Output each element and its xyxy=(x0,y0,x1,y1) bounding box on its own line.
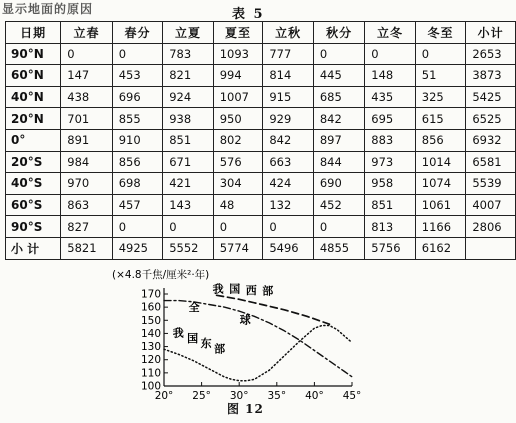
x-tick-label: 20° xyxy=(154,390,174,402)
table-cell: 576 xyxy=(213,151,263,173)
table-cell: 0 xyxy=(112,43,163,65)
table-cell: 958 xyxy=(365,173,416,195)
table-cell: 777 xyxy=(263,43,314,65)
col-header: 春分 xyxy=(112,22,163,44)
chart-axes xyxy=(141,288,361,402)
table-cell: 970 xyxy=(61,173,112,195)
table-cell: 701 xyxy=(61,108,112,130)
y-tick-label: 100 xyxy=(140,380,161,393)
table-cell: 5756 xyxy=(365,237,416,259)
table-cell: 615 xyxy=(415,108,466,130)
row-header-cell: 20°N xyxy=(6,108,61,130)
table-cell: 821 xyxy=(163,65,214,87)
table-cell: 48 xyxy=(213,194,263,216)
table-cell: 827 xyxy=(61,216,112,238)
table-cell: 1061 xyxy=(415,194,466,216)
table-cell: 453 xyxy=(112,65,163,87)
col-header: 小计 xyxy=(466,22,516,44)
table-cell: 924 xyxy=(163,86,214,108)
row-header-cell: 60°S xyxy=(6,194,61,216)
table-cell: 690 xyxy=(313,173,364,195)
figure-caption: 图 12 xyxy=(227,402,264,416)
row-header-cell: 40°N xyxy=(6,86,61,108)
table-cell: 851 xyxy=(163,129,214,151)
table-row xyxy=(6,151,516,173)
table-cell: 915 xyxy=(263,86,314,108)
y-tick-label: 170 xyxy=(140,288,161,301)
series-label: 东 xyxy=(200,337,212,351)
table-row xyxy=(6,173,516,195)
table-cell: 973 xyxy=(365,151,416,173)
table-cell: 1007 xyxy=(213,86,263,108)
table-cell: 457 xyxy=(112,194,163,216)
table-cell: 0 xyxy=(415,43,466,65)
table-cell: 897 xyxy=(313,129,364,151)
table-cell: 6932 xyxy=(466,129,516,151)
x-tick-label: 45° xyxy=(342,390,362,402)
table-cell: 0 xyxy=(313,216,364,238)
table-row xyxy=(6,194,516,216)
table-title: 表 5 xyxy=(232,7,265,22)
table-cell: 4925 xyxy=(112,237,163,259)
table-cell: 856 xyxy=(112,151,163,173)
y-tick-label: 110 xyxy=(140,367,161,380)
table-cell: 814 xyxy=(263,65,314,87)
table-cell: 1166 xyxy=(415,216,466,238)
table-cell: 452 xyxy=(313,194,364,216)
table-cell: 855 xyxy=(112,108,163,130)
table-cell: 0 xyxy=(213,216,263,238)
table-cell: 147 xyxy=(61,65,112,87)
y-tick-label: 160 xyxy=(140,301,161,314)
x-tick-label: 40° xyxy=(305,390,324,402)
y-axis-label: (×4.8千焦/厘米²·年) xyxy=(112,269,210,281)
series-label: 我 xyxy=(172,326,184,340)
table-cell: 4007 xyxy=(466,194,516,216)
row-header-cell: 20°S xyxy=(6,151,61,173)
table-cell: 984 xyxy=(61,151,112,173)
series-label: 我 xyxy=(212,282,224,296)
table-cell: 5539 xyxy=(466,173,516,195)
row-header-cell: 60°N xyxy=(6,65,61,87)
row-header-cell: 40°S xyxy=(6,173,61,195)
col-header: 立春 xyxy=(61,22,112,44)
x-tick-label: 25° xyxy=(192,390,211,402)
table-cell: 5496 xyxy=(263,237,314,259)
table-cell: 51 xyxy=(415,65,466,87)
series-label: 全 xyxy=(188,301,200,315)
table-cell: 842 xyxy=(313,108,364,130)
table-cell: 856 xyxy=(415,129,466,151)
table-cell: 783 xyxy=(163,43,214,65)
table-cell: 696 xyxy=(112,86,163,108)
table-cell xyxy=(466,237,516,259)
table-cell: 0 xyxy=(163,216,214,238)
table-cell: 671 xyxy=(163,151,214,173)
table-cell: 1093 xyxy=(213,43,263,65)
table-cell: 5774 xyxy=(213,237,263,259)
table-cell: 2653 xyxy=(466,43,516,65)
table-cell: 445 xyxy=(313,65,364,87)
table-cell: 663 xyxy=(263,151,314,173)
table-cell: 5552 xyxy=(163,237,214,259)
row-header-cell: 90°N xyxy=(6,43,61,65)
y-tick-label: 120 xyxy=(140,354,161,367)
table-cell: 435 xyxy=(365,86,416,108)
table-cell: 148 xyxy=(365,65,416,87)
table-cell: 863 xyxy=(61,194,112,216)
table-cell: 325 xyxy=(415,86,466,108)
table-row xyxy=(6,65,516,87)
x-tick-label: 35° xyxy=(267,390,287,402)
series-label: 国 xyxy=(187,331,199,345)
table-cell: 5425 xyxy=(466,86,516,108)
table-cell: 2806 xyxy=(466,216,516,238)
table-cell: 929 xyxy=(263,108,314,130)
table-cell: 950 xyxy=(213,108,263,130)
col-header: 日期 xyxy=(6,22,61,44)
table-cell: 5821 xyxy=(61,237,112,259)
table-cell: 938 xyxy=(163,108,214,130)
row-header-cell: 小 计 xyxy=(6,237,61,259)
table-cell: 304 xyxy=(213,173,263,195)
table-cell: 883 xyxy=(365,129,416,151)
table-body xyxy=(6,43,516,259)
table-header-row xyxy=(6,22,516,44)
table-cell: 0 xyxy=(365,43,416,65)
table-row xyxy=(6,43,516,65)
table-cell: 143 xyxy=(163,194,214,216)
table-cell: 813 xyxy=(365,216,416,238)
col-header: 立夏 xyxy=(163,22,214,44)
col-header: 立冬 xyxy=(365,22,416,44)
row-header-cell: 0° xyxy=(6,129,61,151)
table-row xyxy=(6,237,516,259)
table-cell: 910 xyxy=(112,129,163,151)
x-tick-label: 30° xyxy=(229,390,249,402)
table-cell: 421 xyxy=(163,173,214,195)
series-label: 部 xyxy=(214,342,226,356)
table-cell: 132 xyxy=(263,194,314,216)
table-row xyxy=(6,129,516,151)
table-cell: 0 xyxy=(112,216,163,238)
table-row xyxy=(6,86,516,108)
page-header xyxy=(0,0,516,22)
col-header: 夏至 xyxy=(213,22,263,44)
series-label: 国 xyxy=(229,282,241,296)
col-header: 冬至 xyxy=(415,22,466,44)
series-label: 球 xyxy=(239,313,251,327)
table-cell: 0 xyxy=(313,43,364,65)
table-cell: 1014 xyxy=(415,151,466,173)
table-row xyxy=(6,108,516,130)
table-cell: 994 xyxy=(213,65,263,87)
table-cell: 6525 xyxy=(466,108,516,130)
table-cell: 6162 xyxy=(415,237,466,259)
table-cell: 698 xyxy=(112,173,163,195)
col-header: 秋分 xyxy=(313,22,364,44)
solar-radiation-table xyxy=(5,21,516,260)
y-tick-label: 130 xyxy=(140,341,161,354)
table-row xyxy=(6,216,516,238)
table-cell: 695 xyxy=(365,108,416,130)
series-label: 部 xyxy=(262,284,274,298)
table-cell: 3873 xyxy=(466,65,516,87)
table-cell: 802 xyxy=(213,129,263,151)
table-cell: 4855 xyxy=(313,237,364,259)
table-cell: 0 xyxy=(61,43,112,65)
table-cell: 842 xyxy=(263,129,314,151)
table-cell: 438 xyxy=(61,86,112,108)
table-cell: 685 xyxy=(313,86,364,108)
page-top-text: 显示地面的原因 xyxy=(2,2,94,16)
series-label: 西 xyxy=(245,284,257,297)
table-cell: 424 xyxy=(263,173,314,195)
table-cell: 1074 xyxy=(415,173,466,195)
table-cell: 851 xyxy=(365,194,416,216)
y-tick-label: 150 xyxy=(140,314,161,327)
row-header-cell: 90°S xyxy=(6,216,61,238)
col-header: 立秋 xyxy=(263,22,314,44)
table-cell: 6581 xyxy=(466,151,516,173)
y-tick-label: 140 xyxy=(140,327,161,340)
table-cell: 844 xyxy=(313,151,364,173)
table-cell: 891 xyxy=(61,129,112,151)
table-cell: 0 xyxy=(263,216,314,238)
